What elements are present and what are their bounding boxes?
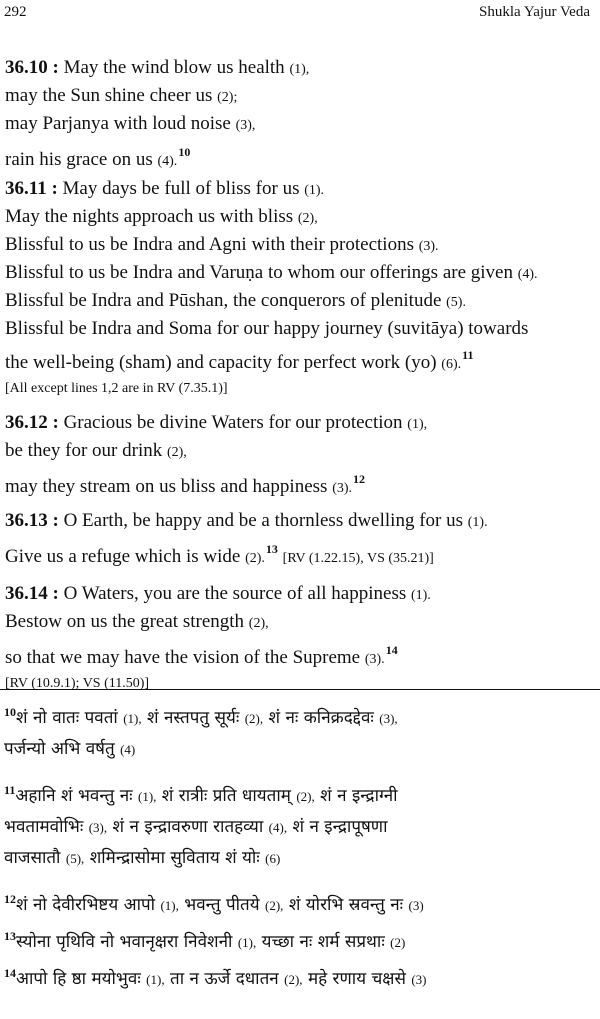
verse-text: May the nights approach us with bliss [5, 206, 294, 227]
sanskrit-line [4, 812, 596, 843]
verse-text: Blissful be Indra and Pūshan, the conquerors of plenitude [5, 290, 442, 311]
verse-line [5, 410, 592, 438]
sanskrit-text: शं न इन्द्राग्नी [314, 786, 398, 806]
sanskrit-text: शं नस्तपतु सूर्यः [141, 708, 240, 728]
verse-line [5, 83, 592, 111]
verse-36-11 [5, 176, 592, 400]
line-number: (2). [245, 551, 265, 566]
sanskrit-text: शं न इन्द्रापूषणा [287, 817, 388, 837]
sanskrit-footnotes [4, 697, 596, 995]
verse-36-12 [5, 410, 592, 502]
sanskrit-text: शं नो वातः पवतां [16, 708, 118, 728]
verse-number: 36.10 : [5, 57, 59, 78]
verse-text: Give us a refuge which is wide [5, 546, 241, 567]
line-number: (6) [265, 851, 281, 866]
cross-reference: [All except lines 1,2 are in RV (7.35.1)] [5, 381, 228, 396]
sanskrit-line [4, 775, 596, 812]
line-number: (6). [441, 357, 462, 372]
verse-text: so that we may have the vision of the Supreme [5, 647, 361, 668]
line-number: (5). [446, 295, 466, 310]
footnote-marker: 10 [178, 145, 191, 159]
sanskrit-line [4, 958, 596, 995]
footnote-divider [0, 689, 600, 690]
verse-text: the well-being (sham) and capacity for perfect work (yo) [5, 352, 437, 373]
verse-line [5, 111, 592, 139]
sanskrit-line [4, 843, 596, 874]
footnote-marker: 11 [462, 348, 474, 362]
line-number: (1), [146, 972, 165, 987]
footnote-number: 12 [4, 892, 16, 906]
line-number: (4) [120, 742, 136, 757]
verse-text: Gracious be divine Waters for our protection [63, 412, 403, 433]
verse-line [5, 637, 592, 673]
verse-36-13 [5, 508, 592, 572]
sanskrit-text: वाजसातौ [4, 848, 61, 868]
line-number: (2), [265, 898, 284, 913]
footnote-marker: 12 [353, 472, 366, 486]
verse-line [5, 260, 592, 288]
line-number: (3), [235, 118, 256, 133]
verse-text: may they stream on us bliss and happiness [5, 476, 328, 497]
footnote-number: 13 [4, 929, 16, 943]
verse-number: 36.13 : [5, 510, 59, 531]
sanskrit-text: यच्छा नः शर्म सप्रथाः [256, 932, 385, 952]
verse-text: May the wind blow us health [63, 57, 285, 78]
verse-line [5, 508, 592, 536]
page-header [4, 4, 590, 26]
line-number: (3) [411, 972, 427, 987]
line-number: (1). [467, 515, 488, 530]
cross-reference: [RV (1.22.15), VS (35.21)] [282, 551, 434, 566]
sanskrit-text: शं योरभि स्रवन्तु नः [283, 895, 404, 915]
sanskrit-line [4, 697, 596, 734]
verse-text: Blissful be Indra and Soma for our happy journey (suvitāya) towards [5, 318, 529, 339]
verse-text: O Earth, be happy and be a thornless dwelling for us [63, 510, 464, 531]
line-number: (3). [332, 481, 353, 496]
verse-line [5, 536, 592, 572]
line-number: (1), [160, 898, 179, 913]
line-number: (1), [289, 62, 310, 77]
line-number: (2); [217, 90, 238, 105]
verse-text: Bestow on us the great strength [5, 611, 245, 632]
verse-36-14 [5, 581, 592, 695]
verse-text: May days be full of bliss for us [62, 178, 300, 199]
line-number: (2), [248, 616, 269, 631]
line-number: (1), [137, 789, 157, 804]
verse-text: rain his grace on us [5, 149, 153, 170]
verse-text: may the Sun shine cheer us [5, 85, 213, 106]
sanskrit-text: शं नः कनिक्रदद्देवः [263, 708, 374, 728]
verse-text: O Waters, you are the source of all happiness [63, 583, 407, 604]
line-number: (2) [390, 935, 406, 950]
line-number: (3). [364, 652, 385, 667]
line-number: (2), [296, 789, 315, 804]
line-number: (2), [284, 972, 303, 987]
line-number: (1), [407, 417, 428, 432]
cross-reference: [RV (10.9.1); VS (11.50)] [5, 676, 150, 691]
sanskrit-text: पर्जन्यो अभि वर्षतु [4, 739, 115, 759]
line-number: (3) [408, 898, 424, 913]
line-number: (2), [244, 711, 264, 726]
line-number: (1). [410, 588, 431, 603]
sanskrit-text: शं नो देवीरभिष्टय आपो [16, 895, 156, 915]
line-number: (1). [304, 183, 325, 198]
sanskrit-text: अहानि शं भवन्तु नः [15, 786, 133, 806]
verse-line [5, 232, 592, 260]
sanskrit-text: भवन्तु पीतये [178, 895, 260, 915]
line-number: (5), [65, 851, 85, 866]
verse-text: Blissful to us be Indra and Agni with their protections [5, 234, 414, 255]
footnote-number: 14 [4, 966, 16, 980]
verse-text: be they for our drink [5, 440, 163, 461]
verse-line [5, 55, 592, 83]
footnote-number: 10 [4, 705, 16, 719]
sanskrit-text: स्योना पृथिवि नो भवानृक्षरा निवेशनी [16, 932, 233, 952]
verse-line [5, 581, 592, 609]
verse-line [5, 466, 592, 502]
verse-line [5, 288, 592, 316]
sanskrit-text: शमिन्द्रासोमा सुविताय शं योः [84, 848, 260, 868]
line-number: (4), [268, 820, 288, 835]
footnote-marker: 13 [265, 542, 278, 556]
line-number: (3), [88, 820, 108, 835]
footnote-number: 11 [4, 783, 16, 797]
sanskrit-text: भवतामवोभिः [4, 817, 84, 837]
verse-line [5, 204, 592, 232]
verse-line [5, 609, 592, 637]
sanskrit-line [4, 884, 596, 921]
footnote-marker: 14 [385, 643, 398, 657]
line-number: (2), [297, 211, 318, 226]
line-number: (3). [418, 239, 439, 254]
line-number: (2), [166, 445, 187, 460]
sanskrit-line [4, 734, 596, 765]
verse-text: Blissful to us be Indra and Varuṇa to whom our offerings are given [5, 262, 513, 283]
verse-line [5, 176, 592, 204]
sanskrit-text: ता न ऊर्जे दधातन [164, 969, 279, 989]
verse-line [5, 438, 592, 466]
sanskrit-text: शं न इन्द्रावरुणा रातहव्या [107, 817, 264, 837]
verse-line [5, 342, 592, 378]
running-title: Shukla Yajur Veda [479, 4, 590, 20]
sanskrit-text: शं रात्रीः प्रति धायताम् [156, 786, 291, 806]
sanskrit-line [4, 921, 596, 958]
page-number: 292 [4, 4, 27, 20]
verse-number: 36.14 : [5, 583, 59, 604]
verse-number: 36.12 : [5, 412, 59, 433]
verse-text: may Parjanya with loud noise [5, 113, 231, 134]
verse-line [5, 316, 592, 342]
line-number: (1), [123, 711, 142, 726]
verse-number: 36.11 : [5, 178, 58, 199]
line-number: (1), [237, 935, 257, 950]
line-number: (4). [157, 154, 178, 169]
sanskrit-text: आपो हि ष्ठा मयोभुवः [16, 969, 141, 989]
verse-line [5, 139, 592, 175]
sanskrit-text: महे रणाय चक्षसे [302, 969, 406, 989]
line-number: (4). [517, 267, 538, 282]
line-number: (3), [379, 711, 398, 726]
verse-36-10 [5, 55, 592, 175]
